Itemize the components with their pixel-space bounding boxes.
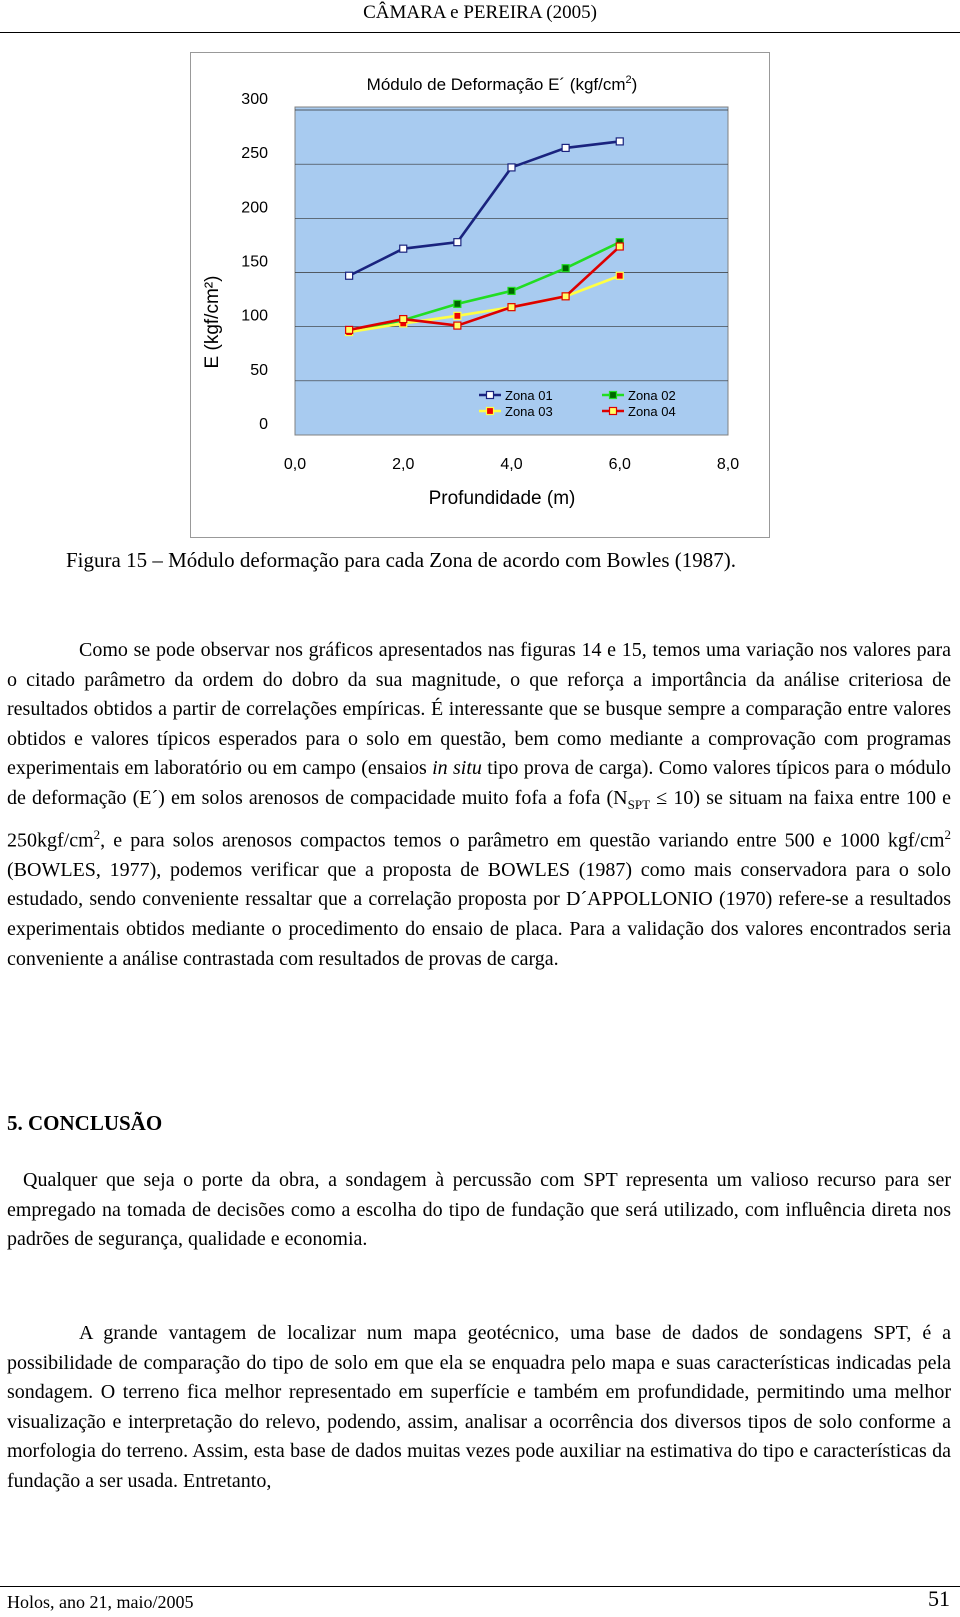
legend-swatch-marker: [487, 392, 494, 399]
deformation-modulus-chart: [190, 52, 770, 538]
y-tick-label: 50: [250, 361, 268, 379]
data-point-zona-02: [562, 265, 569, 272]
y-axis-label: E (kgf/cm²): [202, 275, 223, 369]
y-tick-label: 200: [241, 199, 268, 217]
footer-rule: [0, 1586, 960, 1587]
x-axis-label: Profundidade (m): [428, 488, 576, 509]
data-point-zona-04: [346, 326, 353, 333]
data-point-zona-04: [616, 243, 623, 250]
data-point-zona-01: [346, 272, 353, 279]
legend-label: Zona 03: [505, 404, 553, 419]
data-point-zona-03: [454, 312, 461, 319]
y-tick-label: 0: [259, 416, 268, 433]
data-point-zona-04: [508, 304, 515, 311]
data-point-zona-02: [508, 287, 515, 294]
running-head: CÂMARA e PEREIRA (2005): [363, 2, 597, 23]
data-point-zona-04: [454, 322, 461, 329]
footer-journal: Holos, ano 21, maio/2005: [7, 1592, 194, 1612]
data-point-zona-01: [616, 138, 623, 145]
page-number: 51: [928, 1586, 950, 1611]
body-paragraph-1: Como se pode observar nos gráficos apresentados nas figuras 14 e 15, temos uma variação nos valores para o citado parâmetro da ordem do dobro da sua magnitude, o que reforça a importância da análise criteriosa de resultados obtidos a partir de correlações empíricas. É interessante que se busque sempre a comparação entre valores obtidos e valores típicos esperados para o solo em questão, bem como mediante a comprovação com programas experimentais em laboratório ou em campo (ensaios in situ tipo prova de carga). Como valores típicos para o módulo de deformação (E´) em solos arenosos de compacidade muito fofa a fofa $(N_{SPT} \le 10)$ se situam na faixa entre 100 e $250kgf/cm^2$, e para solos arenosos compactos temos o parâmetro em questão variando entre 500 e 1000 kgf/$cm^2$ (BOWLES, 1977), podemos verificar que a proposta de BOWLES (1987) como mais conservadora para o solo estudado, sendo conveniente ressaltar que a correlação proposta por D´APPOLLONIO (1970) refere-se a resultados experimentais obtidos mediante o procedimento do ensaio de placa. Para a validação dos valores encontrados seria conveniente a análise contrastada com resultados de provas de carga.: [7, 639, 952, 970]
body-paragraph-3: A grande vantagem de localizar num mapa geotécnico, uma base de dados de sondagens SPT, é a possibilidade de comparação do tipo de solo em que ela se enquadra pelo mapa e suas características indicadas pela sondagem. O terreno fica melhor representado em superfície e também em profundidade, permitindo uma melhor visualização e interpretação do relevo, podendo, assim, analisar a ocorrência dos diversos tipos de solo conforme a morfologia do terreno. Assim, esta base de dados muitas vezes pode auxiliar na estimativa do tipo e características da fundação a ser usada. Entretanto,: [7, 1322, 951, 1492]
y-tick-label: 250: [241, 145, 268, 163]
header-rule: [0, 32, 960, 33]
y-tick-label: 100: [241, 307, 268, 325]
legend-swatch-marker: [487, 408, 494, 415]
data-point-zona-01: [400, 245, 407, 252]
data-point-zona-03: [616, 272, 623, 279]
legend-label: Zona 02: [628, 388, 676, 403]
legend-swatch-marker: [610, 408, 617, 415]
data-point-zona-01: [508, 164, 515, 171]
data-point-zona-01: [454, 239, 461, 246]
legend-label: Zona 04: [628, 404, 676, 419]
figure-caption: Figura 15 – Módulo deformação para cada Zona de acordo com Bowles (1987).: [66, 548, 737, 572]
data-point-zona-04: [562, 293, 569, 300]
chart-title: Módulo de Deformação E´ $(kgf/cm^2)$: [366, 74, 638, 94]
section-title-conclusao: 5. CONCLUSÃO: [7, 1111, 163, 1135]
x-tick-label: 8,0: [716, 456, 740, 473]
x-tick-label: 6,0: [608, 456, 631, 473]
body-paragraph-2: Qualquer que seja o porte da obra, a sondagem à percussão com SPT representa um valioso recurso para ser empregado na tomada de decisões como a escolha do tipo de fundação que será utilizado, com influência direta nos padrões de segurança, qualidade e economia.: [7, 1169, 951, 1251]
y-tick-label: 150: [241, 253, 268, 271]
data-point-zona-04: [400, 316, 407, 323]
legend-label: Zona 01: [505, 388, 553, 403]
legend-swatch-marker: [610, 392, 617, 399]
x-tick-label: 4,0: [500, 456, 523, 473]
data-point-zona-01: [562, 144, 569, 151]
x-tick-label: 0,0: [283, 456, 307, 473]
data-point-zona-02: [454, 300, 461, 307]
y-tick-label: 300: [241, 91, 268, 108]
x-tick-label: 2,0: [392, 456, 415, 473]
